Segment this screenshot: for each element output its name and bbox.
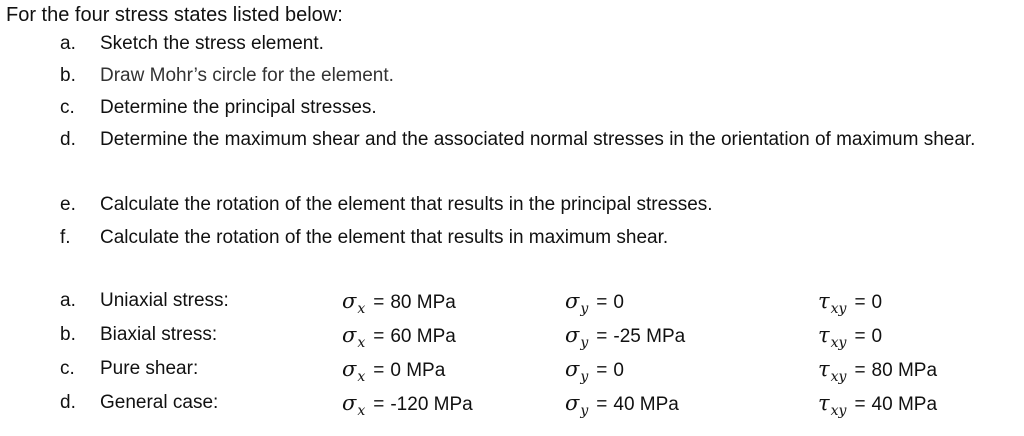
tau-symbol: τ [818, 289, 830, 313]
subscript: y [580, 403, 589, 419]
case-letter: c. [60, 358, 75, 379]
tau-symbol: τ [818, 323, 830, 347]
subscript: xy [830, 369, 847, 385]
sigma-y-value: 0 [613, 360, 624, 381]
subscript: y [580, 335, 589, 351]
sigma-x-equation [342, 318, 456, 355]
equals-sign: = [596, 360, 608, 381]
task-text: Sketch the stress element. [100, 33, 324, 54]
sigma-x-equation [342, 284, 456, 321]
task-letter: f. [60, 227, 71, 248]
subscript: xy [830, 335, 847, 351]
equals-sign: = [373, 326, 385, 347]
tau-xy-equation [818, 318, 882, 355]
task-letter: d. [60, 129, 76, 150]
stress-case-biaxial [60, 318, 1020, 352]
tau-xy-equation [818, 386, 937, 423]
subscript: x [357, 403, 366, 419]
subscript: x [357, 335, 366, 351]
tau-xy-equation [818, 352, 937, 389]
sigma-symbol: σ [565, 391, 580, 415]
case-name: General case: [100, 392, 219, 413]
sigma-symbol: σ [342, 357, 357, 381]
subscript: x [357, 369, 366, 385]
sigma-x-value: 80 MPa [390, 292, 456, 313]
sigma-y-equation [565, 352, 624, 389]
equals-sign: = [373, 360, 385, 381]
task-letter: a. [60, 33, 76, 54]
subscript: xy [830, 301, 847, 317]
sigma-symbol: σ [342, 323, 357, 347]
tau-xy-value: 80 MPa [871, 360, 938, 381]
task-letter: e. [60, 194, 76, 215]
sigma-x-equation [342, 386, 473, 423]
sigma-x-equation [342, 352, 445, 389]
sigma-y-equation [565, 318, 685, 355]
equals-sign: = [854, 394, 866, 415]
tau-xy-value: 40 MPa [871, 394, 938, 415]
equals-sign: = [854, 292, 866, 313]
sigma-x-value: 60 MPa [390, 326, 456, 347]
tau-xy-equation [818, 284, 882, 321]
task-letter: c. [60, 97, 75, 118]
stress-case-pure-shear [60, 352, 1020, 386]
sigma-x-value: -120 MPa [390, 394, 473, 415]
case-letter: d. [60, 392, 76, 413]
sigma-y-value: -25 MPa [613, 326, 686, 347]
sigma-symbol: σ [565, 357, 580, 381]
sigma-y-equation [565, 284, 624, 321]
sigma-symbol: σ [342, 289, 357, 313]
equals-sign: = [373, 292, 385, 313]
tau-xy-value: 0 [871, 326, 883, 347]
sigma-x-value: 0 MPa [390, 360, 446, 381]
stress-case-general [60, 386, 1020, 420]
tau-symbol: τ [818, 357, 830, 381]
task-text: Calculate the rotation of the element that results in the principal stresses. [100, 194, 713, 215]
case-letter: b. [60, 324, 76, 345]
sigma-symbol: σ [565, 289, 580, 313]
sigma-y-value: 40 MPa [613, 394, 679, 415]
task-text: Determine the maximum shear and the associated normal stresses in the orientation of maximum shear. [100, 129, 976, 150]
equals-sign: = [373, 394, 385, 415]
sigma-y-equation [565, 386, 679, 423]
tau-xy-value: 0 [871, 292, 883, 313]
equals-sign: = [596, 292, 608, 313]
subscript: x [357, 301, 366, 317]
equals-sign: = [854, 360, 866, 381]
subscript: y [580, 369, 589, 385]
sigma-symbol: σ [565, 323, 580, 347]
problem-intro: For the four stress states listed below: [6, 4, 343, 26]
task-letter: b. [60, 65, 76, 86]
subscript: y [580, 301, 589, 317]
equals-sign: = [596, 394, 608, 415]
equals-sign: = [854, 326, 866, 347]
tau-symbol: τ [818, 391, 830, 415]
subscript: xy [830, 403, 847, 419]
equals-sign: = [596, 326, 608, 347]
case-name: Pure shear: [100, 358, 199, 379]
sigma-y-value: 0 [613, 292, 624, 313]
case-name: Uniaxial stress: [100, 290, 229, 311]
task-text: Calculate the rotation of the element that results in maximum shear. [100, 227, 669, 248]
case-name: Biaxial stress: [100, 324, 218, 345]
sigma-symbol: σ [342, 391, 357, 415]
task-text: Draw Mohr’s circle for the element. [100, 65, 394, 86]
stress-case-uniaxial [60, 284, 1020, 318]
task-text: Determine the principal stresses. [100, 97, 377, 118]
case-letter: a. [60, 290, 76, 311]
